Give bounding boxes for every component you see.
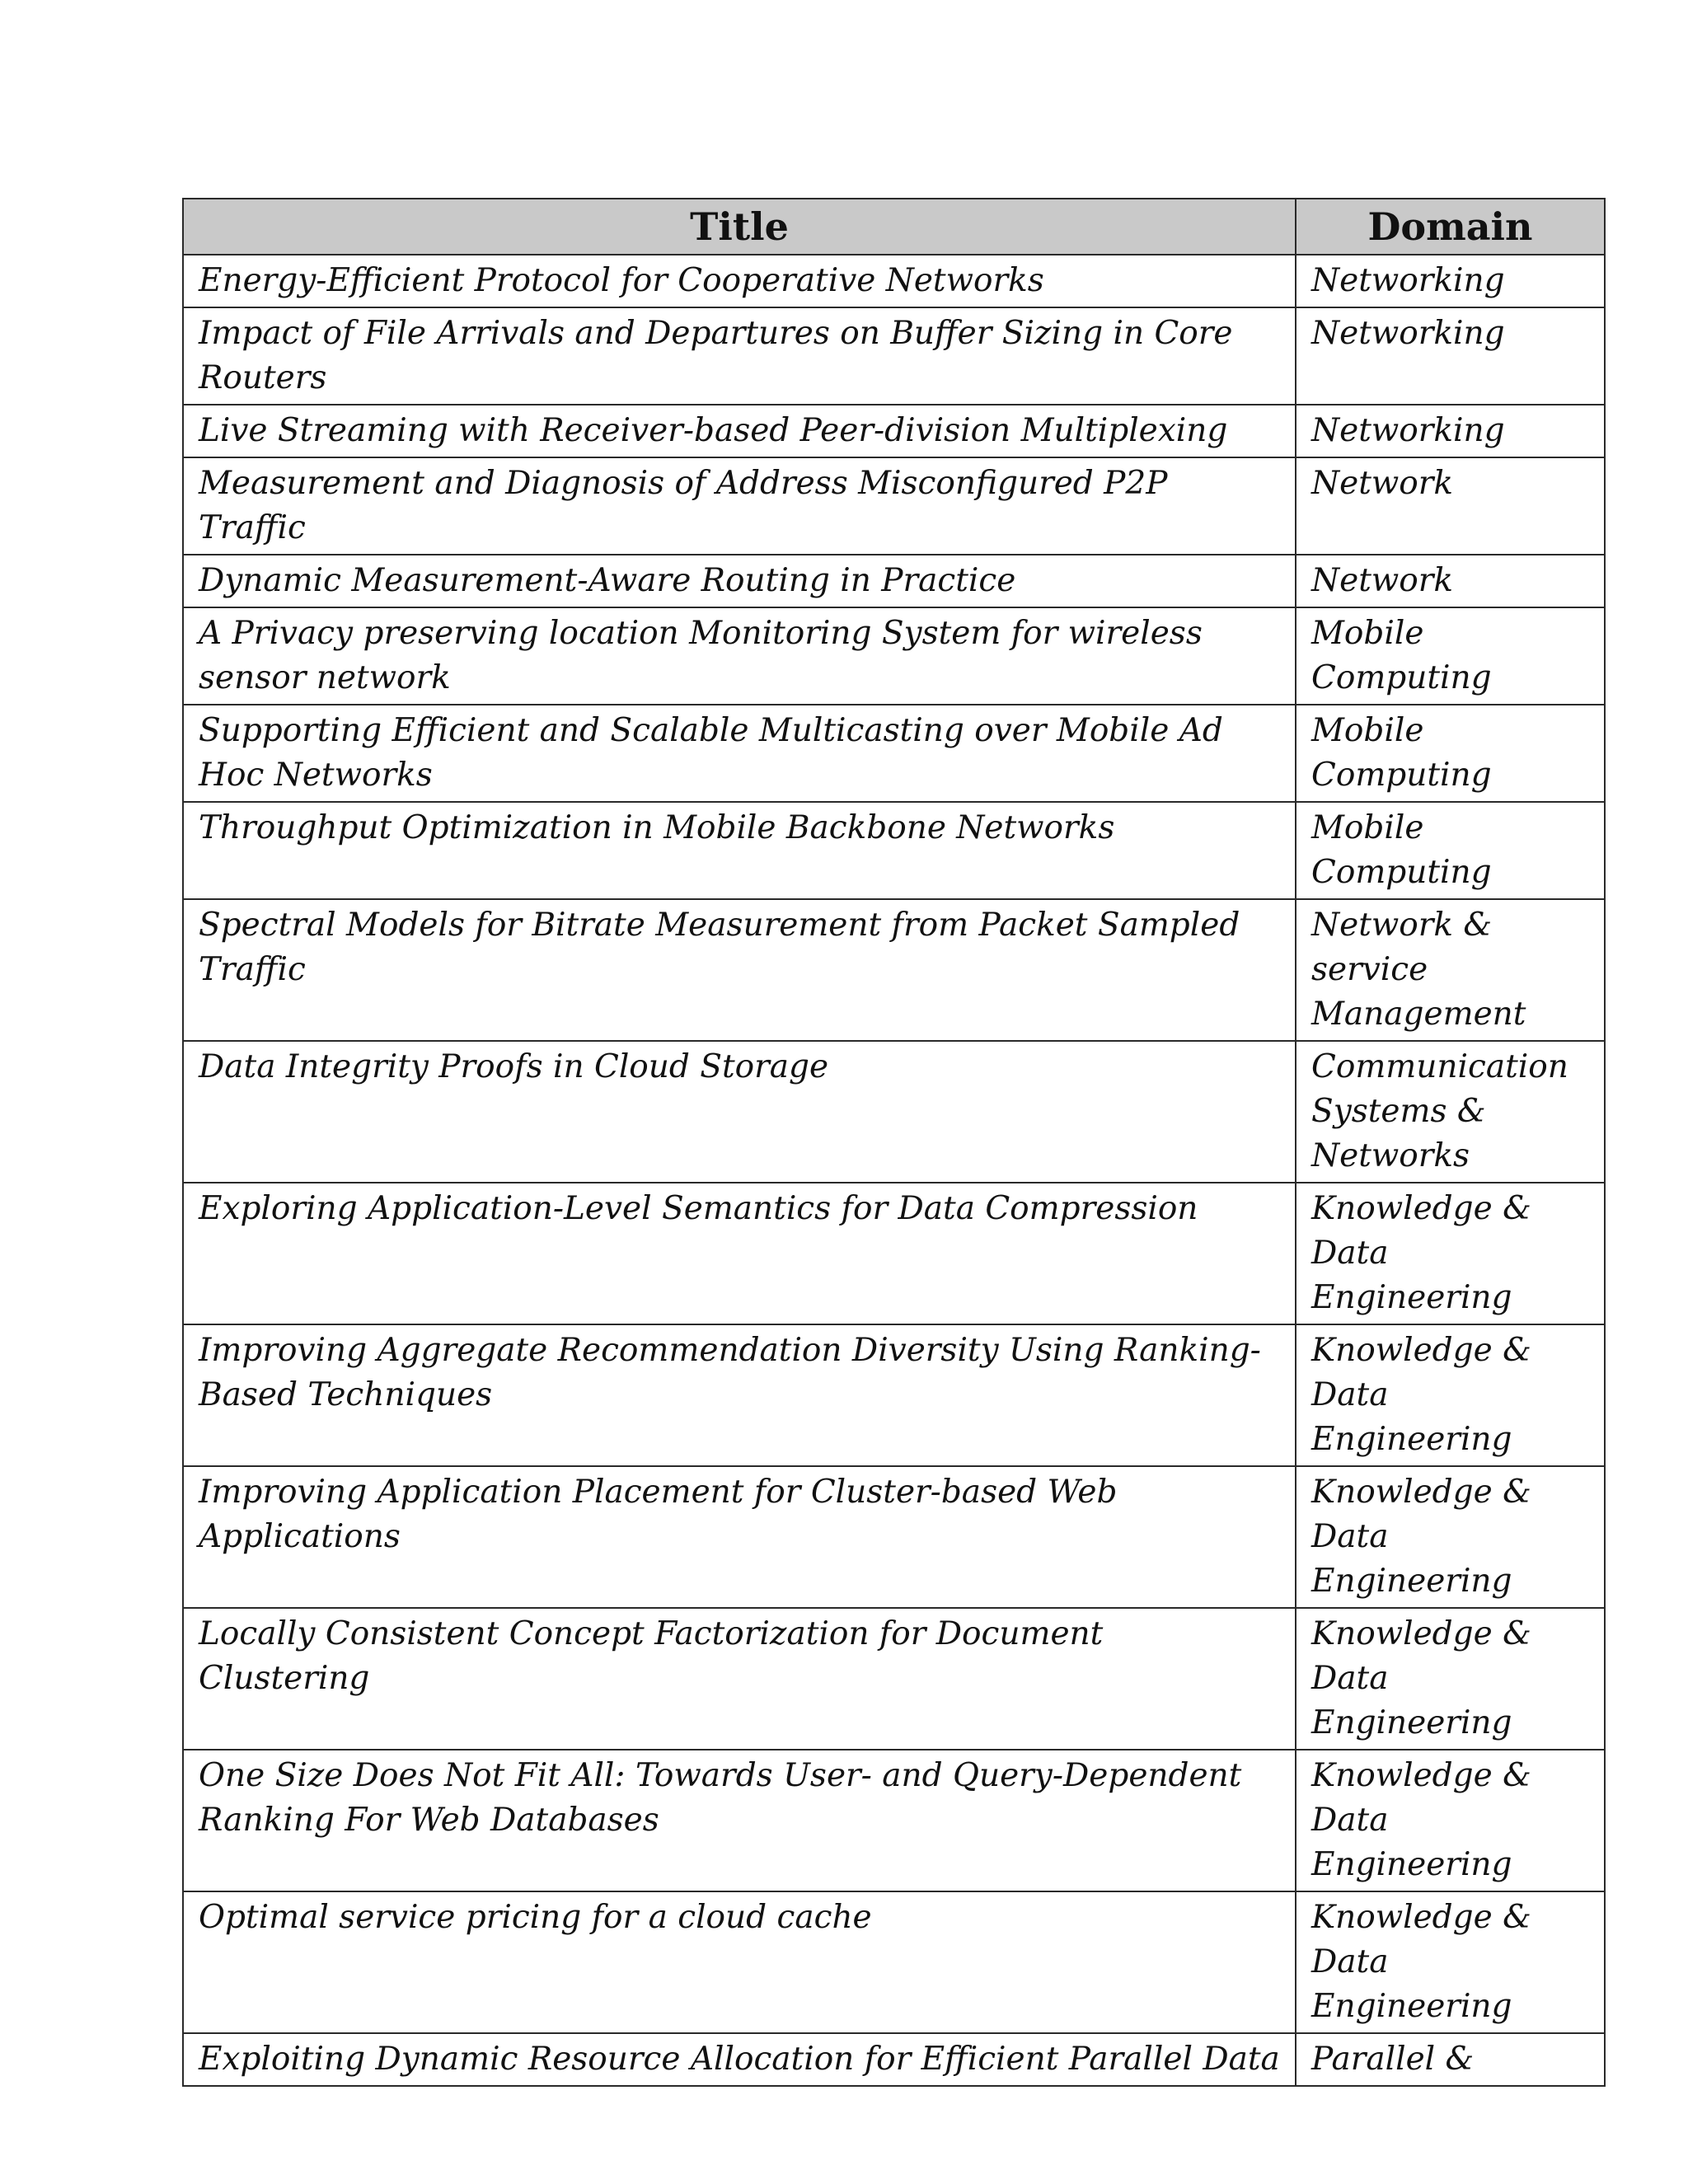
row-title: A Privacy preserving location Monitoring System for wireless sensor network bbox=[183, 607, 1296, 705]
row-title: One Size Does Not Fit All: Towards User- and Query-Dependent Ranking For Web Databases bbox=[183, 1750, 1296, 1891]
table-row bbox=[183, 307, 1605, 405]
row-title: Dynamic Measurement-Aware Routing in Practice bbox=[183, 555, 1296, 607]
projects-table bbox=[182, 198, 1606, 2087]
table-row bbox=[183, 802, 1605, 899]
row-domain: Network bbox=[1296, 555, 1605, 607]
row-title: Spectral Models for Bitrate Measurement from Packet Sampled Traffic bbox=[183, 899, 1296, 1041]
table-row bbox=[183, 555, 1605, 607]
row-domain: Network bbox=[1296, 457, 1605, 555]
table-row bbox=[183, 405, 1605, 457]
row-domain: Knowledge & Data Engineering bbox=[1296, 1608, 1605, 1750]
row-domain: Mobile Computing bbox=[1296, 607, 1605, 705]
table-row bbox=[183, 1608, 1605, 1750]
row-domain: Parallel & bbox=[1296, 2033, 1605, 2086]
table-row bbox=[183, 1041, 1605, 1183]
row-title: Optimal service pricing for a cloud cache bbox=[183, 1891, 1296, 2033]
row-title: Locally Consistent Concept Factorization for Document Clustering bbox=[183, 1608, 1296, 1750]
row-title: Exploiting Dynamic Resource Allocation for Efficient Parallel Data bbox=[183, 2033, 1296, 2086]
row-domain: Knowledge & Data Engineering bbox=[1296, 1750, 1605, 1891]
table-row bbox=[183, 457, 1605, 555]
table-row bbox=[183, 705, 1605, 802]
row-title: Exploring Application-Level Semantics for Data Compression bbox=[183, 1183, 1296, 1324]
header-title: Title bbox=[183, 199, 1296, 255]
row-title: Throughput Optimization in Mobile Backbone Networks bbox=[183, 802, 1296, 899]
table-row bbox=[183, 1750, 1605, 1891]
table-row bbox=[183, 255, 1605, 307]
row-title: Improving Application Placement for Cluster-based Web Applications bbox=[183, 1466, 1296, 1608]
header-domain: Domain bbox=[1296, 199, 1605, 255]
table-row bbox=[183, 607, 1605, 705]
row-domain: Knowledge & Data Engineering bbox=[1296, 1324, 1605, 1466]
row-title: Live Streaming with Receiver-based Peer-division Multiplexing bbox=[183, 405, 1296, 457]
row-domain: Networking bbox=[1296, 255, 1605, 307]
table-row bbox=[183, 1466, 1605, 1608]
row-title: Improving Aggregate Recommendation Diversity Using Ranking-Based Techniques bbox=[183, 1324, 1296, 1466]
row-domain: Networking bbox=[1296, 405, 1605, 457]
row-title: Data Integrity Proofs in Cloud Storage bbox=[183, 1041, 1296, 1183]
row-domain: Network & service Management bbox=[1296, 899, 1605, 1041]
row-domain: Mobile Computing bbox=[1296, 705, 1605, 802]
row-domain: Communication Systems & Networks bbox=[1296, 1041, 1605, 1183]
row-domain: Knowledge & Data Engineering bbox=[1296, 1183, 1605, 1324]
table-row bbox=[183, 2033, 1605, 2086]
row-domain: Networking bbox=[1296, 307, 1605, 405]
row-domain: Knowledge & Data Engineering bbox=[1296, 1466, 1605, 1608]
row-title: Supporting Efficient and Scalable Multicasting over Mobile Ad Hoc Networks bbox=[183, 705, 1296, 802]
row-title: Energy-Efficient Protocol for Cooperative Networks bbox=[183, 255, 1296, 307]
table-row bbox=[183, 1183, 1605, 1324]
table-row bbox=[183, 1324, 1605, 1466]
table-header-row bbox=[183, 199, 1605, 255]
table-row bbox=[183, 1891, 1605, 2033]
row-title: Measurement and Diagnosis of Address Misconfigured P2P Traffic bbox=[183, 457, 1296, 555]
row-domain: Mobile Computing bbox=[1296, 802, 1605, 899]
row-domain: Knowledge & Data Engineering bbox=[1296, 1891, 1605, 2033]
table-row bbox=[183, 899, 1605, 1041]
row-title: Impact of File Arrivals and Departures on Buffer Sizing in Core Routers bbox=[183, 307, 1296, 405]
